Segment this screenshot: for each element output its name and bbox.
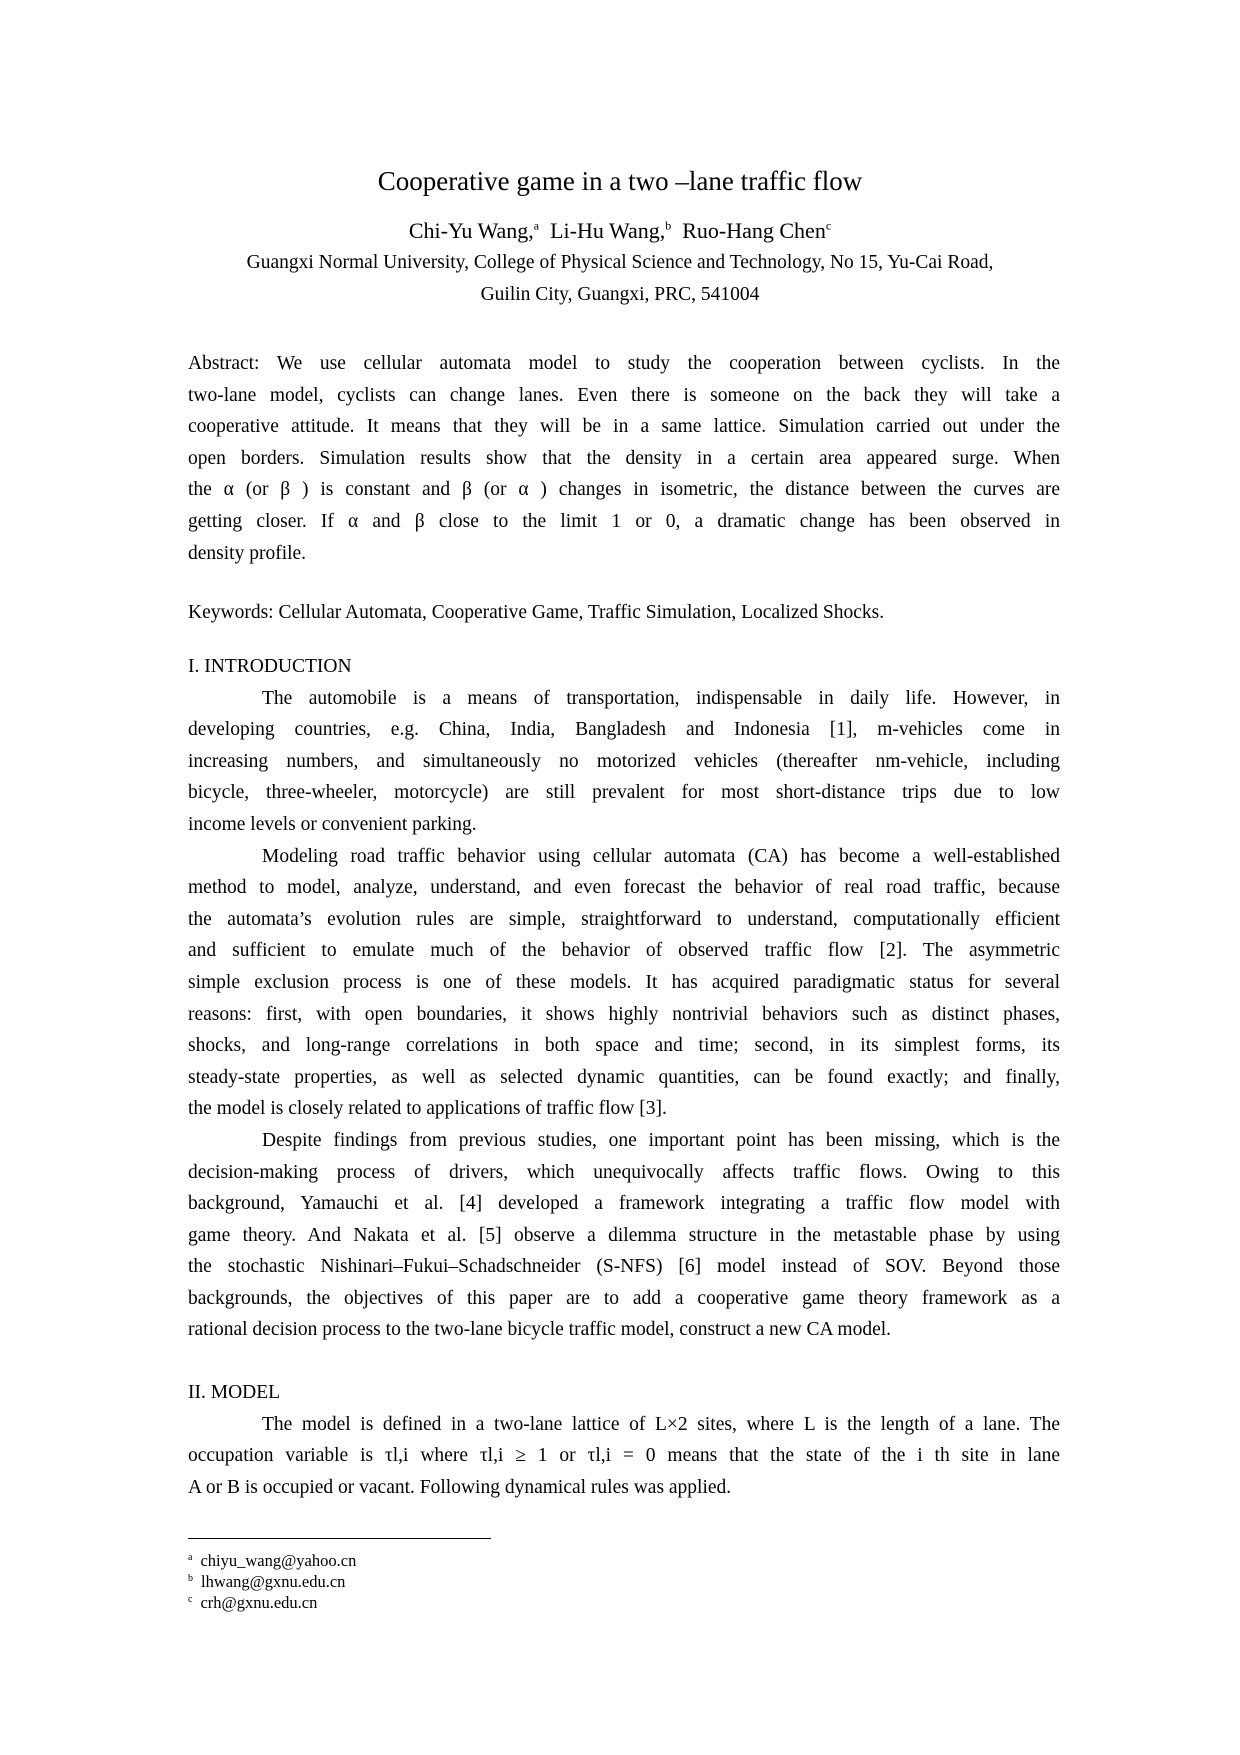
text-line: simple exclusion process is one of these models. It has acquired paradigmatic status for several: [188, 971, 1060, 993]
footnote-mark: b: [188, 1572, 193, 1584]
text-line: density profile.: [188, 542, 307, 564]
text-line: Despite findings from previous studies, one important point has been missing, which is the: [262, 1129, 1060, 1151]
footnote: [188, 1572, 345, 1592]
affiliation-line: Guilin City, Guangxi, PRC, 541004: [480, 284, 760, 305]
footnote-email: lhwang@gxnu.edu.cn: [201, 1572, 346, 1591]
text-line: background, Yamauchi et al. [4] developed a framework integrating a traffic flow model with: [188, 1193, 1060, 1215]
text-line: Abstract: We use cellular automata model to study the cooperation between cyclists. In the: [188, 353, 1060, 374]
footnote: [188, 1551, 356, 1571]
text-line: open borders. Simulation results show that the density in a certain area appeared surge. When: [188, 447, 1060, 469]
keywords-text: Keywords: Cellular Automata, Cooperative Game, Traffic Simulation, Localized Shocks.: [188, 602, 885, 623]
text-line: A or B is occupied or vacant. Following dynamical rules was applied.: [188, 1476, 732, 1498]
footnote-email: chiyu_wang@yahoo.cn: [200, 1551, 357, 1570]
text-line: shocks, and long-range correlations in both space and time; second, in its simplest forms, its: [188, 1035, 1060, 1057]
abstract: [188, 348, 1060, 569]
text-line: game theory. And Nakata et al. [5] observe a dilemma structure in the metastable phase by using: [188, 1224, 1060, 1246]
text-line: decision-making process of drivers, which unequivocally affects traffic flows. Owing to this: [188, 1161, 1060, 1183]
text-line: bicycle, three-wheeler, motorcycle) are still prevalent for most short-distance trips due to low: [188, 782, 1060, 804]
text-line: getting closer. If α and β close to the limit 1 or 0, a dramatic change has been observed in: [188, 510, 1060, 532]
author-list: [0, 218, 1240, 244]
text-line: increasing numbers, and simultaneously no motorized vehicles (thereafter nm-vehicle, including: [188, 750, 1060, 772]
text-line: the stochastic Nishinari–Fukui–Schadschneider (S-NFS) [6] model instead of SOV. Beyond those: [188, 1256, 1060, 1278]
footnote-divider: [188, 1538, 491, 1539]
section-introduction: [188, 651, 1060, 1346]
section-model: [188, 1377, 1060, 1503]
text-line: The automobile is a means of transportation, indispensable in daily life. However, in: [262, 687, 1060, 709]
text-line: two-lane model, cyclists can change lanes. Even there is someone on the back they will take a: [188, 384, 1060, 406]
author-mark: a: [533, 218, 540, 233]
section-heading: II. MODEL: [188, 1382, 281, 1403]
section-heading: I. INTRODUCTION: [188, 656, 352, 677]
text-line: The model is defined in a two-lane lattice of L×2 sites, where L is the length of a lane. The: [262, 1413, 1060, 1435]
text-line: Modeling road traffic behavior using cellular automata (CA) has become a well-established: [262, 845, 1060, 867]
text-line: and sufficient to emulate much of the behavior of observed traffic flow [2]. The asymmetric: [188, 940, 1060, 962]
text-line: income levels or convenient parking.: [188, 813, 477, 835]
footnote-mark: c: [188, 1593, 193, 1605]
text-line: the α (or β ) is constant and β (or α ) changes in isometric, the distance between the curves are: [188, 479, 1060, 501]
affiliation-line: Guangxi Normal University, College of Physical Science and Technology, No 15, Yu-Cai Road,: [246, 252, 994, 273]
text-line: the model is closely related to applications of traffic flow [3].: [188, 1098, 667, 1120]
text-line: steady-state properties, as well as selected dynamic quantities, can be found exactly; and finally,: [188, 1066, 1060, 1088]
author-mark: c: [825, 218, 832, 233]
text-line: reasons: first, with open boundaries, it shows highly nontrivial behaviors such as distinct phases,: [188, 1003, 1060, 1025]
keywords: [188, 597, 1060, 629]
text-line: cooperative attitude. It means that they will be in a same lattice. Simulation carried out under the: [188, 416, 1060, 438]
author: Ruo-Hang Chen: [682, 218, 826, 243]
author: Chi-Yu Wang,: [408, 218, 534, 243]
footnote-mark: a: [188, 1551, 193, 1563]
text-line: rational decision process to the two-lane bicycle traffic model, construct a new CA model.: [188, 1319, 892, 1341]
text-line: occupation variable is τl,i where τl,i ≥ 1 or τl,i = 0 means that the state of the i th site in lane: [188, 1445, 1060, 1467]
text-line: backgrounds, the objectives of this paper are to add a cooperative game theory framework as a: [188, 1287, 1060, 1309]
footnote-email: crh@gxnu.edu.cn: [200, 1593, 318, 1612]
text-line: developing countries, e.g. China, India, Bangladesh and Indonesia [1], m-vehicles come in: [188, 719, 1060, 741]
paper-title: Cooperative game in a two –lane traffic flow: [377, 166, 863, 196]
author: Li-Hu Wang,: [550, 218, 666, 243]
text-line: method to model, analyze, understand, and even forecast the behavior of real road traffic, because: [188, 877, 1060, 899]
footnote: [188, 1593, 317, 1613]
text-line: the automata’s evolution rules are simple, straightforward to understand, computationally efficient: [188, 908, 1060, 930]
author-mark: b: [665, 218, 672, 233]
